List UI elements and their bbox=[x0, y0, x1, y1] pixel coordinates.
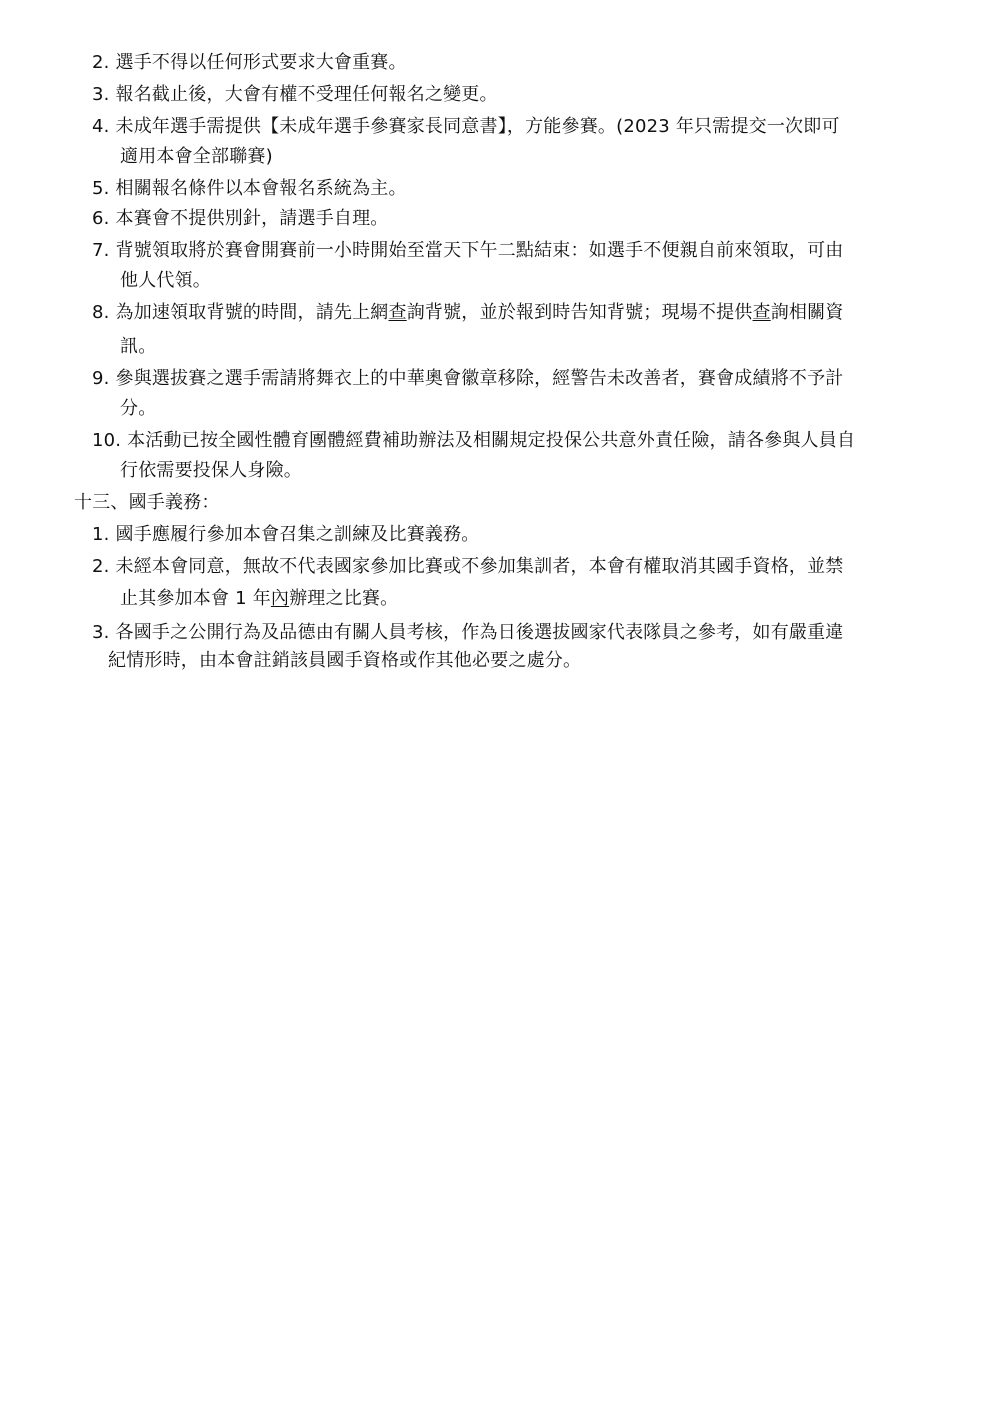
item-number: 2. bbox=[92, 556, 110, 577]
list-item bbox=[92, 240, 844, 262]
item-text: 各國手之公開行為及品德由有關人員考核，作為日後選拔國家代表隊員之參考，如有嚴重違 bbox=[115, 622, 844, 643]
item-text: 國手應履行參加本會召集之訓練及比賽義務。 bbox=[115, 524, 480, 545]
list-item bbox=[92, 116, 840, 138]
list-item bbox=[92, 524, 480, 546]
item-number: 2. bbox=[92, 52, 110, 73]
list-item bbox=[92, 302, 844, 324]
list-item bbox=[92, 368, 844, 390]
list-item bbox=[92, 430, 855, 452]
section-heading: 十三、國手義務： bbox=[74, 492, 220, 513]
item-number: 5. bbox=[92, 178, 110, 199]
list-item bbox=[92, 208, 389, 230]
item-text-continuation: 分。 bbox=[120, 398, 157, 419]
item-number: 7. bbox=[92, 240, 110, 261]
item-number: 3. bbox=[92, 622, 110, 643]
item-number: 6. bbox=[92, 208, 110, 229]
item-text-continuation: 訊。 bbox=[120, 336, 157, 357]
item-number: 10. bbox=[92, 430, 122, 451]
item-number: 4. bbox=[92, 116, 110, 137]
item-text: 本賽會不提供別針，請選手自理。 bbox=[115, 208, 389, 229]
item-text: 本活動已按全國性體育團體經費補助辦法及相關規定投保公共意外責任險，請各參與人員自 bbox=[127, 430, 856, 451]
item-text-continuation: 他人代領。 bbox=[120, 270, 211, 291]
item-text: 止其參加本會 1 年 bbox=[120, 588, 271, 609]
item-text: 詢背號，並於報到時告知背號；現場不提供 bbox=[406, 302, 753, 323]
list-item bbox=[92, 178, 407, 200]
item-text-underlined: 查 bbox=[752, 302, 771, 323]
list-item bbox=[92, 84, 498, 106]
item-number: 9. bbox=[92, 368, 110, 389]
item-text: 辦理之比賽。 bbox=[289, 588, 399, 609]
list-item bbox=[92, 556, 844, 578]
item-text: 相關報名條件以本會報名系統為主。 bbox=[115, 178, 407, 199]
item-text: 選手不得以任何形式要求大會重賽。 bbox=[115, 52, 407, 73]
item-text-underlined: 內 bbox=[270, 588, 290, 609]
item-number: 1. bbox=[92, 524, 110, 545]
item-text-continuation: 適用本會全部聯賽) bbox=[120, 146, 273, 167]
item-text-continuation: 行依需要投保人身險。 bbox=[120, 460, 302, 481]
item-text: 未成年選手需提供【未成年選手參賽家長同意書】，方能參賽。(2023 年只需提交一次即可 bbox=[115, 116, 840, 137]
list-item bbox=[92, 52, 407, 74]
item-text: 詢相關資 bbox=[770, 302, 844, 323]
item-number: 3. bbox=[92, 84, 110, 105]
item-text: 參與選拔賽之選手需請將舞衣上的中華奧會徽章移除，經警告未改善者，賽會成績將不予計 bbox=[115, 368, 844, 389]
item-text: 背號領取將於賽會開賽前一小時開始至當天下午二點結束：如選手不便親自前來領取，可由 bbox=[115, 240, 844, 261]
item-text-continuation bbox=[120, 588, 398, 610]
item-text-continuation: 紀情形時，由本會註銷該員國手資格或作其他必要之處分。 bbox=[108, 650, 582, 671]
item-number: 8. bbox=[92, 302, 110, 323]
item-text: 為加速領取背號的時間，請先上網 bbox=[115, 302, 389, 323]
list-item bbox=[92, 622, 844, 644]
item-text: 未經本會同意，無故不代表國家參加比賽或不參加集訓者，本會有權取消其國手資格，並禁 bbox=[115, 556, 844, 577]
item-text-underlined: 查 bbox=[388, 302, 407, 323]
item-text: 報名截止後，大會有權不受理任何報名之變更。 bbox=[115, 84, 498, 105]
